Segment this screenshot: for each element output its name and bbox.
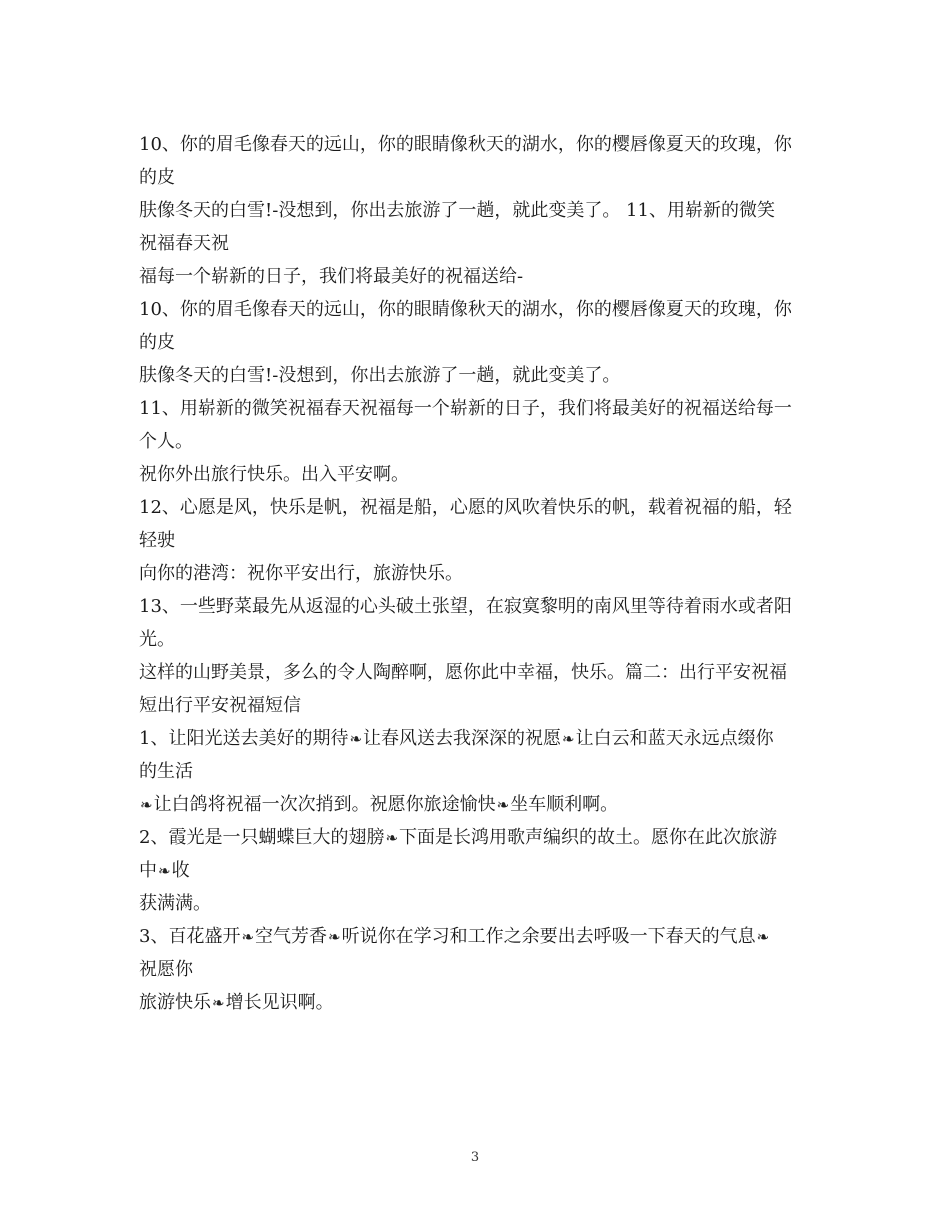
text-segment: 获满满。: [139, 893, 211, 914]
text-line-ornamented: [139, 854, 819, 887]
text-segment: 让白云和蓝天永远点缀你: [575, 728, 774, 749]
document-body: [139, 128, 819, 1019]
text-segment: 3、百花盛开: [139, 926, 241, 947]
text-segment: 的生活: [139, 761, 193, 782]
text-line-ornamented: [139, 755, 819, 788]
text-line: 向你的港湾：祝你平安出行，旅游快乐。: [139, 563, 463, 584]
text-segment: 坐车顺利啊。: [510, 794, 619, 815]
text-segment: 听说你在学习和工作之余要出去呼吸一下春天的气息: [341, 926, 756, 947]
ornament-swash-icon: ❧: [756, 928, 770, 946]
ornament-swash-icon: ❧: [212, 994, 225, 1012]
text-segment: 2、霞光是一只蝴蝶巨大的翅膀: [139, 827, 385, 848]
text-line: 11、用崭新的微笑祝福春天祝福每一个崭新的日子，我们将最美好的祝福送给每一: [139, 398, 792, 419]
text-line: 的皮: [139, 167, 175, 188]
text-line: 短出行平安祝福短信: [139, 695, 301, 716]
text-segment: 收: [171, 860, 190, 881]
text-line: 轻驶: [139, 530, 175, 551]
text-segment: 空气芳香: [255, 926, 328, 947]
ornament-swash-icon: ❧: [349, 730, 363, 748]
text-segment: 让白鸽将祝福一次次捎到。祝愿你旅途愉快: [153, 794, 496, 815]
text-line-ornamented: [139, 788, 819, 821]
text-line: 肤像冬天的白雪!-没想到，你出去旅游了一趟，就此变美了。: [139, 365, 621, 386]
text-line-ornamented: [139, 920, 819, 953]
text-line-ornamented: [139, 722, 819, 755]
text-line: 12、心愿是风，快乐是帆，祝福是船，心愿的风吹着快乐的帆，载着祝福的船，轻: [139, 497, 792, 518]
text-line: 祝你外出旅行快乐。出入平安啊。: [139, 464, 409, 485]
text-line: 光。: [139, 629, 175, 650]
page-number: 3: [470, 1150, 480, 1165]
text-line: 福每一个崭新的日子，我们将最美好的祝福送给-: [139, 266, 524, 287]
text-line-ornamented: [139, 887, 819, 920]
ornament-swash-icon: ❧: [328, 928, 341, 946]
ornament-swash-icon: ❧: [496, 796, 510, 814]
text-line: 肤像冬天的白雪!-没想到，你出去旅游了一趟，就此变美了。 11、用崭新的微笑: [139, 200, 775, 221]
text-line-ornamented: [139, 821, 819, 854]
ornament-swash-icon: ❧: [241, 928, 255, 946]
ornament-swash-icon: ❧: [562, 730, 575, 748]
text-segment: 旅游快乐: [139, 992, 211, 1013]
text-segment: 祝愿你: [139, 959, 193, 980]
text-line: 的皮: [139, 332, 175, 353]
text-line: 13、一些野菜最先从返湿的心头破土张望，在寂寞黎明的南风里等待着雨水或者阳: [139, 596, 792, 617]
text-line: 这样的山野美景，多么的令人陶醉啊，愿你此中幸福，快乐。篇二：出行平安祝福: [139, 662, 787, 683]
text-line: 祝福春天祝: [139, 233, 229, 254]
ornament-swash-icon: ❧: [140, 796, 153, 814]
text-line: 个人。: [139, 431, 193, 452]
text-segment: 中: [139, 860, 157, 881]
text-segment: 下面是长鸿用歌声编织的故土。愿你在此次旅游: [399, 827, 778, 848]
ornament-swash-icon: ❧: [385, 829, 399, 847]
text-segment: 增长见识啊。: [225, 992, 334, 1013]
ornament-swash-icon: ❧: [158, 862, 171, 880]
text-line: 10、你的眉毛像春天的远山，你的眼睛像秋天的湖水，你的樱唇像夏天的玫瑰，你: [139, 299, 792, 320]
text-line-ornamented: [139, 953, 819, 986]
text-segment: 让春风送去我深深的祝愿: [363, 728, 562, 749]
text-line: 10、你的眉毛像春天的远山，你的眼睛像秋天的湖水，你的樱唇像夏天的玫瑰，你: [139, 134, 792, 155]
text-segment: 1、让阳光送去美好的期待: [139, 728, 349, 749]
text-line-ornamented: [139, 986, 819, 1019]
